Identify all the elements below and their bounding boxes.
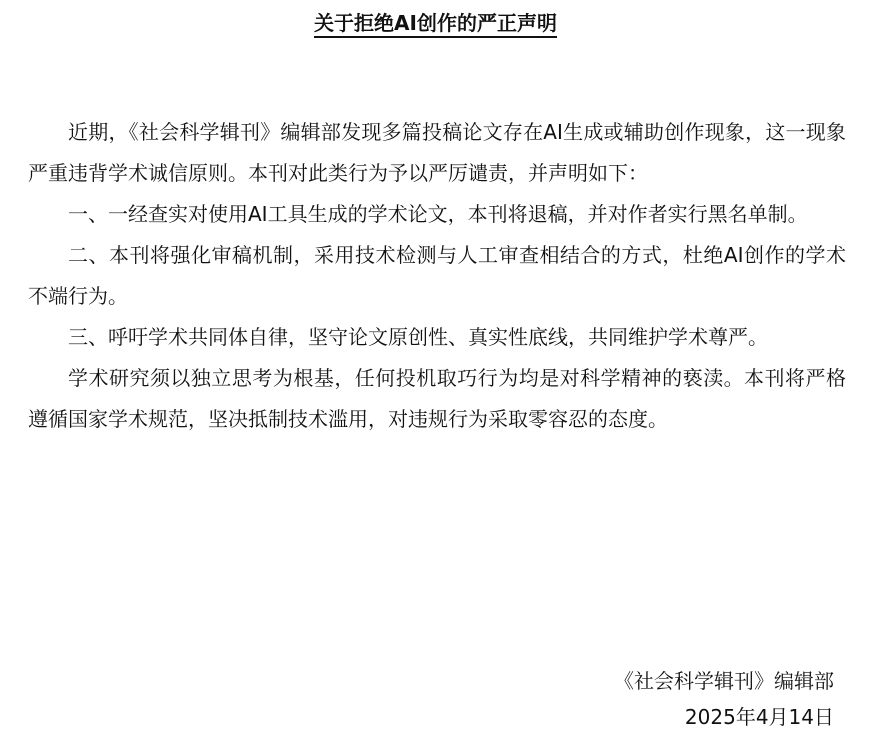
signature-block bbox=[614, 663, 834, 735]
document-title-text: 关于拒绝AI创作的严正声明 bbox=[314, 11, 557, 38]
signature-date: 2025年4月14日 bbox=[684, 705, 834, 729]
clause-one-paragraph: 一、一经查实对使用AI工具生成的学术论文，本刊将退稿，并对作者实行黑名单制。 bbox=[68, 202, 808, 226]
signature-org: 《社会科学辑刊》编辑部 bbox=[614, 669, 834, 693]
clause-two-paragraph: 二、本刊将强化审稿机制，采用技术检测与人工审查相结合的方式，杜绝AI创作的学术不端行为。 bbox=[28, 243, 846, 308]
intro-paragraph: 近期，《社会科学辑刊》编辑部发现多篇投稿论文存在AI生成或辅助创作现象，这一现象严重违背学术诚信原则。本刊对此类行为予以严厉谴责，并声明如下： bbox=[28, 120, 846, 185]
clause-three-paragraph: 三、呼吁学术共同体自律，坚守论文原创性、真实性底线，共同维护学术尊严。 bbox=[68, 325, 768, 349]
document-body bbox=[28, 112, 846, 440]
document-title bbox=[0, 8, 871, 38]
closing-paragraph: 学术研究须以独立思考为根基，任何投机取巧行为均是对科学精神的亵渎。本刊将严格遵循国家学术规范，坚决抵制技术滥用，对违规行为采取零容忍的态度。 bbox=[28, 366, 846, 431]
